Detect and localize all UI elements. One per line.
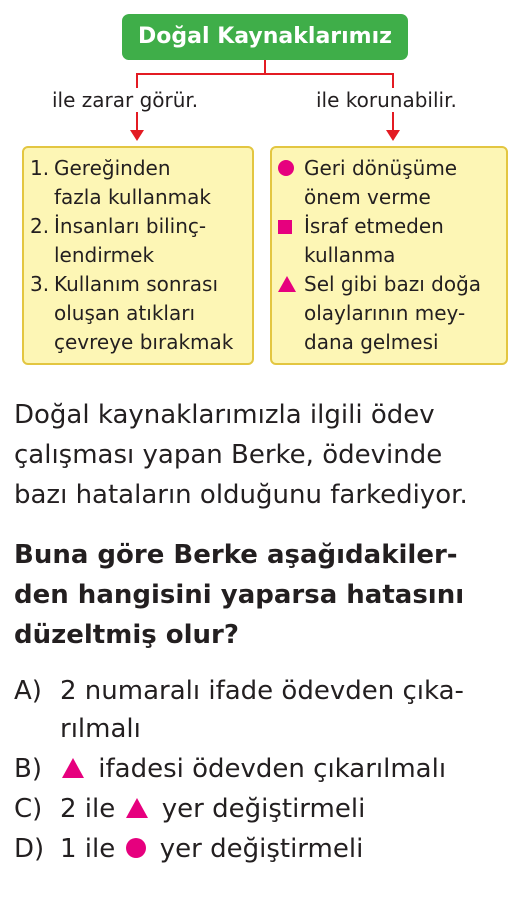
option-prefix: 2 ile: [60, 794, 116, 824]
arrow-right-icon: [386, 130, 400, 141]
protect-box: [270, 146, 508, 365]
connector-horizontal: [136, 73, 394, 75]
item-text: Sel gibi bazı doğa olaylarının mey- dana gelmesi: [304, 272, 482, 354]
harm-item-1: [30, 154, 246, 212]
protect-item-circle: [278, 154, 500, 212]
harm-item-2: [30, 212, 246, 270]
question-text: Buna göre Berke aşağıdakiler- den hangisini yaparsa hatasını düzeltmiş olur?: [14, 540, 465, 650]
option-text: yer değiştirmeli: [159, 834, 364, 864]
item-text: Gereğinden fazla kullanmak: [54, 156, 211, 209]
protect-item-triangle: [278, 270, 500, 357]
option-a[interactable]: [14, 672, 514, 748]
item-number: 3.: [30, 272, 50, 296]
option-b[interactable]: [14, 750, 514, 788]
option-c[interactable]: [14, 790, 514, 828]
option-d[interactable]: [14, 830, 514, 868]
triangle-icon: [126, 798, 148, 818]
item-number: 1.: [30, 156, 50, 180]
option-letter: B): [14, 754, 42, 784]
option-letter: C): [14, 794, 43, 824]
option-text: ifadesi ödevden çıkarılmalı: [98, 754, 447, 784]
connector-vertical-top: [264, 60, 266, 74]
item-text: Kullanım sonrası oluşan atıkları çevreye bırakmak: [54, 272, 234, 354]
protect-item-square: [278, 212, 500, 270]
diagram-title: Doğal Kaynaklarımız: [122, 14, 408, 60]
option-text: yer değiştirmeli: [161, 794, 366, 824]
circle-icon: [126, 838, 146, 858]
context-paragraph: Doğal kaynaklarımızla ilgili ödev çalışması yapan Berke, ödevinde bazı hataların olduğunu farkediyor.: [14, 400, 468, 510]
arrow-left-icon: [130, 130, 144, 141]
triangle-icon: [278, 276, 296, 292]
circle-icon: [278, 160, 294, 176]
option-prefix: 1 ile: [60, 834, 116, 864]
answer-options: [14, 672, 514, 870]
item-text: Geri dönüşüme önem verme: [304, 156, 458, 209]
item-text: İsraf etmeden kullanma: [304, 214, 444, 267]
square-icon: [278, 220, 292, 234]
item-number: 2.: [30, 214, 50, 238]
option-letter: A): [14, 676, 42, 706]
item-text: İnsanları bilinç- lendirmek: [54, 214, 207, 267]
harm-box: [22, 146, 254, 365]
right-branch-label: ile korunabilir.: [312, 88, 461, 112]
option-text: 2 numaralı ifade ödevden çıka- rılmalı: [60, 676, 464, 744]
triangle-icon: [62, 758, 84, 778]
harm-item-3: [30, 270, 246, 357]
option-letter: D): [14, 834, 45, 864]
left-branch-label: ile zarar görür.: [48, 88, 202, 112]
